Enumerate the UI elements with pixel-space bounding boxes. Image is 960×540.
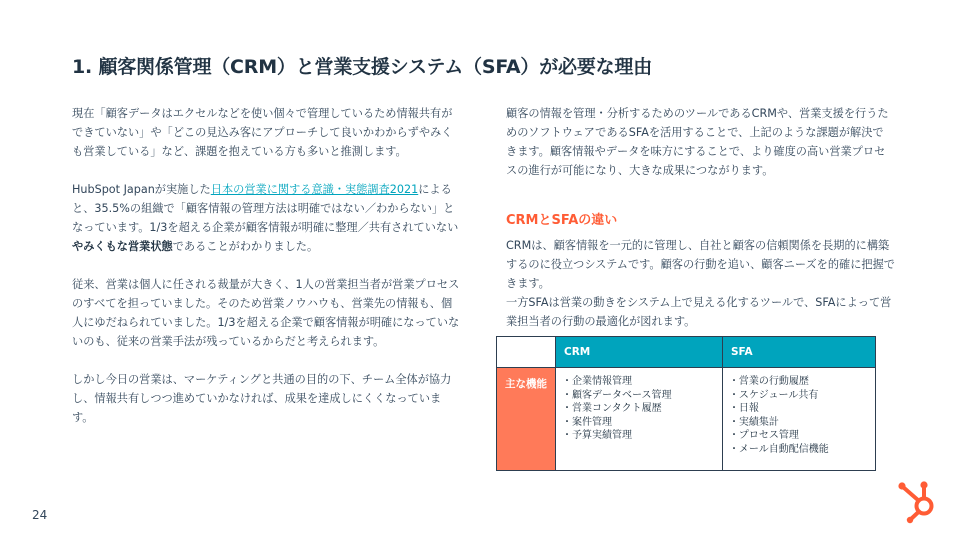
right-column: [506, 104, 892, 180]
left-column: [72, 104, 462, 446]
table-row: [497, 368, 876, 471]
sfa-functions-cell: [722, 368, 875, 471]
main-functions-label: 主な機能: [497, 368, 556, 471]
list-item: ・プロセス管理: [728, 430, 799, 442]
sfa-column-header: SFA: [722, 337, 875, 368]
page-number: 24: [32, 508, 48, 522]
crm-sfa-difference-heading: CRMとSFAの違い: [506, 213, 618, 228]
survey-text-pre: HubSpot Japanが実施した: [72, 183, 211, 196]
list-item: ・予算実績管理: [562, 430, 632, 442]
today-sales-paragraph: しかし今日の営業は、マーケティングと共通の目的の下、チーム全体が協力し、情報共有しつつ進めていかなければ、成果を達成しにくくなっています。: [72, 373, 452, 424]
page-title: 1. 顧客関係管理（CRM）と営業支援システム（SFA）が必要な理由: [72, 56, 653, 78]
survey-text-mid: によると、35.5%の組織で「顧客情報の管理方法は明確ではない／わからない」となっています。1/3を超える企業が顧客情報が明確に整理／共有されていない: [72, 183, 459, 234]
comparison-table: [496, 336, 876, 471]
list-item: ・スケジュール共有: [728, 389, 819, 401]
intro-paragraph: 現在「顧客データはエクセルなどを使い個々で管理しているため情報共有ができていない」や「どこの見込み客にアプローチして良いかわからずやみくも営業している」など、課題を抱えている方も多いと推測します。: [72, 107, 453, 158]
table-header-row: [497, 337, 876, 368]
crm-column-header: CRM: [556, 337, 723, 368]
table-corner-cell: [497, 337, 556, 368]
list-item: ・企業情報管理: [562, 376, 632, 387]
solution-paragraph: 顧客の情報を管理・分析するためのツールであるCRMや、営業支援を行うためのソフトウェアであるSFAを活用することで、上記のような課題が解決できます。顧客情報やデータを味方にすることで、より確度の高い営業プロセスの進行が可能になり、大きな成果につながります。: [506, 107, 889, 177]
sfa-description: 一方SFAは営業の動きをシステム上で見える化するツールで、SFAによって営業担当者の行動の最適化が図れます。: [506, 296, 892, 328]
hubspot-sprocket-icon: [896, 478, 942, 524]
survey-paragraph: [72, 180, 462, 256]
traditional-sales-paragraph: 従来、営業は個人に任される裁量が大きく、1人の営業担当者が営業プロセスのすべてを担っていました。そのため営業ノウハウも、営業先の情報も、個人にゆだねられていました。1/3を超える企業で顧客情報が明確になっていないのも、従来の営業手法が残っているからだと考えられます。: [72, 278, 460, 348]
list-item: ・日報: [728, 403, 759, 415]
list-item: ・営業コンタクト履歴: [562, 403, 662, 415]
crm-description: CRMは、顧客情報を一元的に管理し、自社と顧客の信頼関係を長期的に構築するのに役立つシステムです。顧客の行動を追い、顧客ニーズを的確に把握できます。: [506, 239, 895, 290]
list-item: ・顧客データベース管理: [562, 389, 672, 401]
crm-functions-cell: [556, 368, 723, 471]
survey-text-post: であることがわかりました。: [172, 240, 319, 253]
list-item: ・メール自動配信機能: [728, 443, 829, 455]
survey-link[interactable]: 日本の営業に関する意識・実態調査2021: [210, 183, 419, 196]
survey-text-bold: やみくもな営業状態: [72, 240, 173, 253]
difference-text: [506, 236, 896, 331]
list-item: ・実績集計: [728, 416, 779, 428]
list-item: ・案件管理: [562, 416, 612, 428]
list-item: ・営業の行動履歴: [728, 376, 809, 387]
